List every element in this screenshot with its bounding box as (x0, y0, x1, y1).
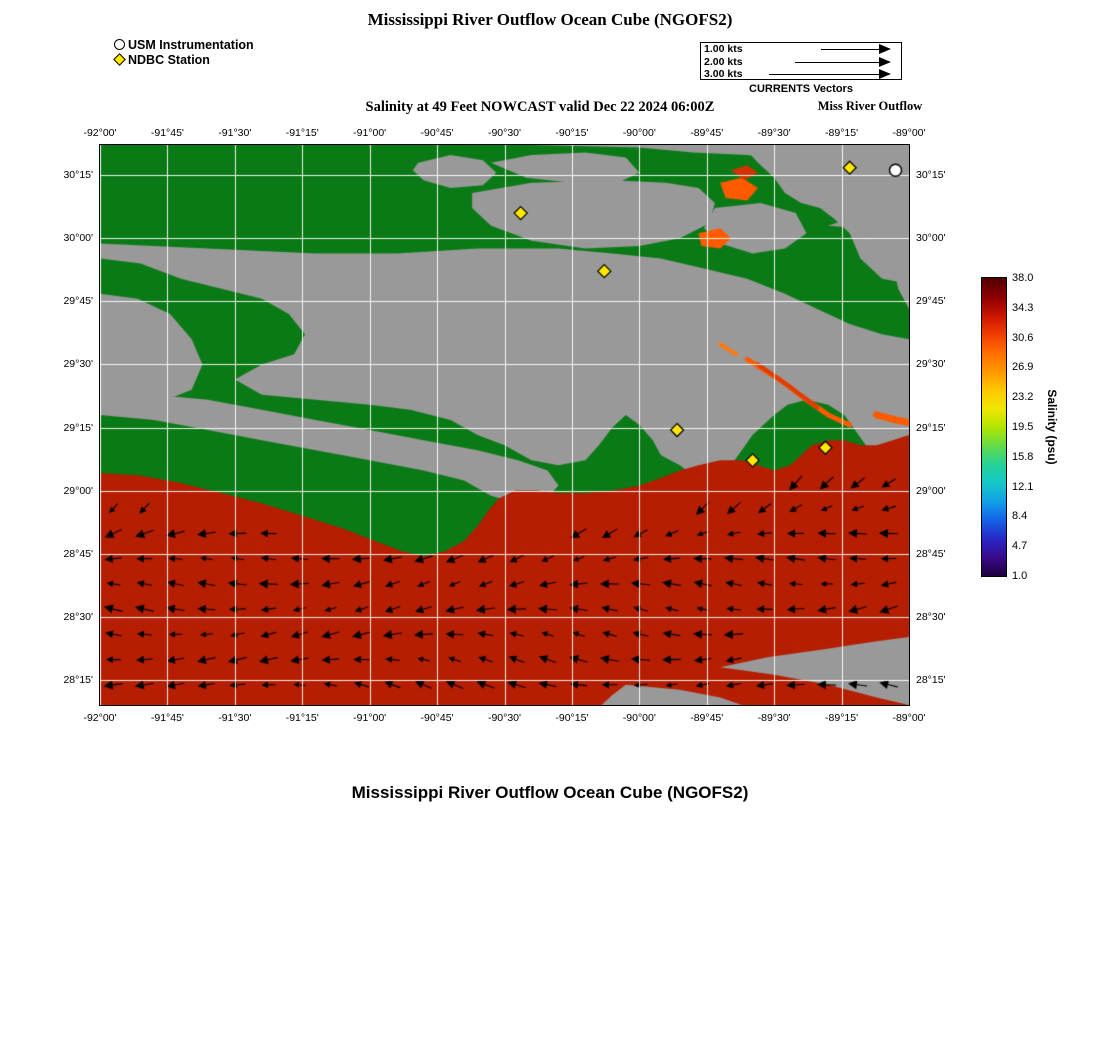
colorbar-gradient (982, 278, 1006, 576)
x-tick-top-1: -91°45' (150, 127, 184, 139)
y-tick-right-0: 30°15' (916, 169, 946, 182)
x-tick-bottom-1: -91°45' (150, 712, 184, 724)
map-subtitle: Salinity at 49 Feet NOWCAST valid Dec 22 2024 06:00Z (365, 99, 715, 115)
x-tick-top-8: -90°00' (622, 127, 656, 139)
map-canvas[interactable] (100, 145, 909, 705)
colorbar-tick-10: 1.0 (1012, 570, 1028, 582)
y-tick-right-6: 28°45' (916, 547, 946, 560)
colorbar-tick-2: 30.6 (1012, 331, 1034, 344)
vector-key-line-2 (795, 62, 879, 63)
vector-key-row-3 (701, 68, 901, 81)
y-tick-right-4: 29°15' (916, 421, 946, 434)
vector-key-arrowhead-2 (879, 57, 891, 67)
page-title-bottom: Mississippi River Outflow Ocean Cube (NGOFS2) (351, 783, 749, 802)
y-tick-left-4: 29°15' (63, 421, 93, 434)
x-tick-bottom-5: -90°45' (420, 712, 454, 724)
colorbar-tick-5: 19.5 (1012, 421, 1034, 433)
colorbar-tick-6: 15.8 (1012, 450, 1034, 463)
x-tick-bottom-11: -89°15' (825, 712, 859, 724)
colorbar (981, 277, 1007, 577)
vector-key-label-3: 3.00 kts (704, 68, 743, 81)
vector-key-line-3 (769, 74, 879, 75)
legend-label-usm: USM Instrumentation (128, 37, 254, 52)
vector-key-arrowhead-3 (879, 69, 891, 79)
vector-key-label-2: 2.00 kts (704, 55, 743, 68)
colorbar-tick-0: 38.0 (1012, 272, 1034, 284)
map-plot-area[interactable] (99, 144, 910, 706)
legend-item-ndbc (110, 52, 254, 67)
colorbar-tick-8: 8.4 (1012, 510, 1028, 523)
x-tick-bottom-2: -91°30' (218, 712, 252, 724)
diamond-icon (110, 55, 128, 64)
vector-key-label-1: 1.00 kts (704, 43, 743, 55)
x-tick-bottom-7: -90°15' (555, 712, 589, 724)
legend-label-ndbc: NDBC Station (128, 52, 210, 67)
currents-vector-key (700, 42, 902, 80)
x-tick-top-6: -90°30' (487, 127, 522, 139)
vector-key-row-1 (701, 43, 901, 56)
x-tick-bottom-10: -89°30' (757, 712, 791, 724)
y-tick-left-2: 29°45' (63, 295, 93, 308)
legend-item-usm (110, 37, 254, 52)
y-tick-right-1: 30°00' (916, 232, 946, 245)
station-legend (110, 37, 254, 67)
colorbar-tick-1: 34.3 (1012, 301, 1034, 314)
colorbar-title: Salinity (psu) (1045, 389, 1059, 465)
colorbar-tick-7: 12.1 (1012, 480, 1034, 493)
y-tick-left-8: 28°15' (63, 673, 93, 686)
x-tick-bottom-4: -91°00' (353, 712, 387, 724)
x-tick-bottom-3: -91°15' (285, 712, 319, 724)
x-tick-top-4: -91°00' (353, 127, 387, 139)
y-tick-right-8: 28°15' (916, 673, 946, 686)
vector-key-arrowhead-1 (879, 44, 891, 54)
x-tick-bottom-6: -90°30' (487, 712, 522, 724)
y-tick-left-3: 29°30' (63, 358, 93, 371)
x-tick-bottom-8: -90°00' (622, 712, 656, 724)
x-tick-top-7: -90°15' (555, 127, 589, 139)
y-tick-right-5: 29°00' (916, 484, 946, 497)
y-tick-left-1: 30°00' (63, 232, 93, 245)
x-tick-top-2: -91°30' (218, 127, 252, 139)
x-tick-top-12: -89°00' (892, 127, 926, 139)
vector-key-row-2 (701, 56, 901, 69)
x-tick-top-9: -89°45' (690, 127, 724, 139)
colorbar-tick-3: 26.9 (1012, 361, 1034, 374)
x-tick-bottom-12: -89°00' (892, 712, 926, 724)
y-tick-left-6: 28°45' (63, 547, 93, 560)
x-tick-top-10: -89°30' (757, 127, 791, 139)
y-tick-right-2: 29°45' (916, 295, 946, 308)
colorbar-tick-9: 4.7 (1012, 540, 1028, 553)
circle-icon (110, 39, 128, 50)
x-tick-top-3: -91°15' (285, 127, 319, 139)
x-tick-bottom-0: -92°00' (83, 712, 117, 724)
vector-key-line-1 (821, 49, 879, 50)
x-tick-top-0: -92°00' (83, 127, 117, 139)
x-tick-bottom-9: -89°45' (690, 712, 724, 724)
y-tick-right-7: 28°30' (916, 610, 946, 623)
x-tick-top-5: -90°45' (420, 127, 454, 139)
y-tick-left-0: 30°15' (63, 169, 93, 182)
x-tick-top-11: -89°15' (825, 127, 859, 139)
colorbar-tick-4: 23.2 (1012, 391, 1034, 404)
page-title-top: Mississippi River Outflow Ocean Cube (NGOFS2) (367, 10, 733, 29)
y-tick-right-3: 29°30' (916, 358, 946, 371)
y-tick-left-7: 28°30' (63, 610, 93, 623)
vector-key-caption: CURRENTS Vectors (749, 83, 853, 95)
y-tick-left-5: 29°00' (63, 484, 93, 497)
outflow-label: Miss River Outflow (817, 99, 923, 113)
